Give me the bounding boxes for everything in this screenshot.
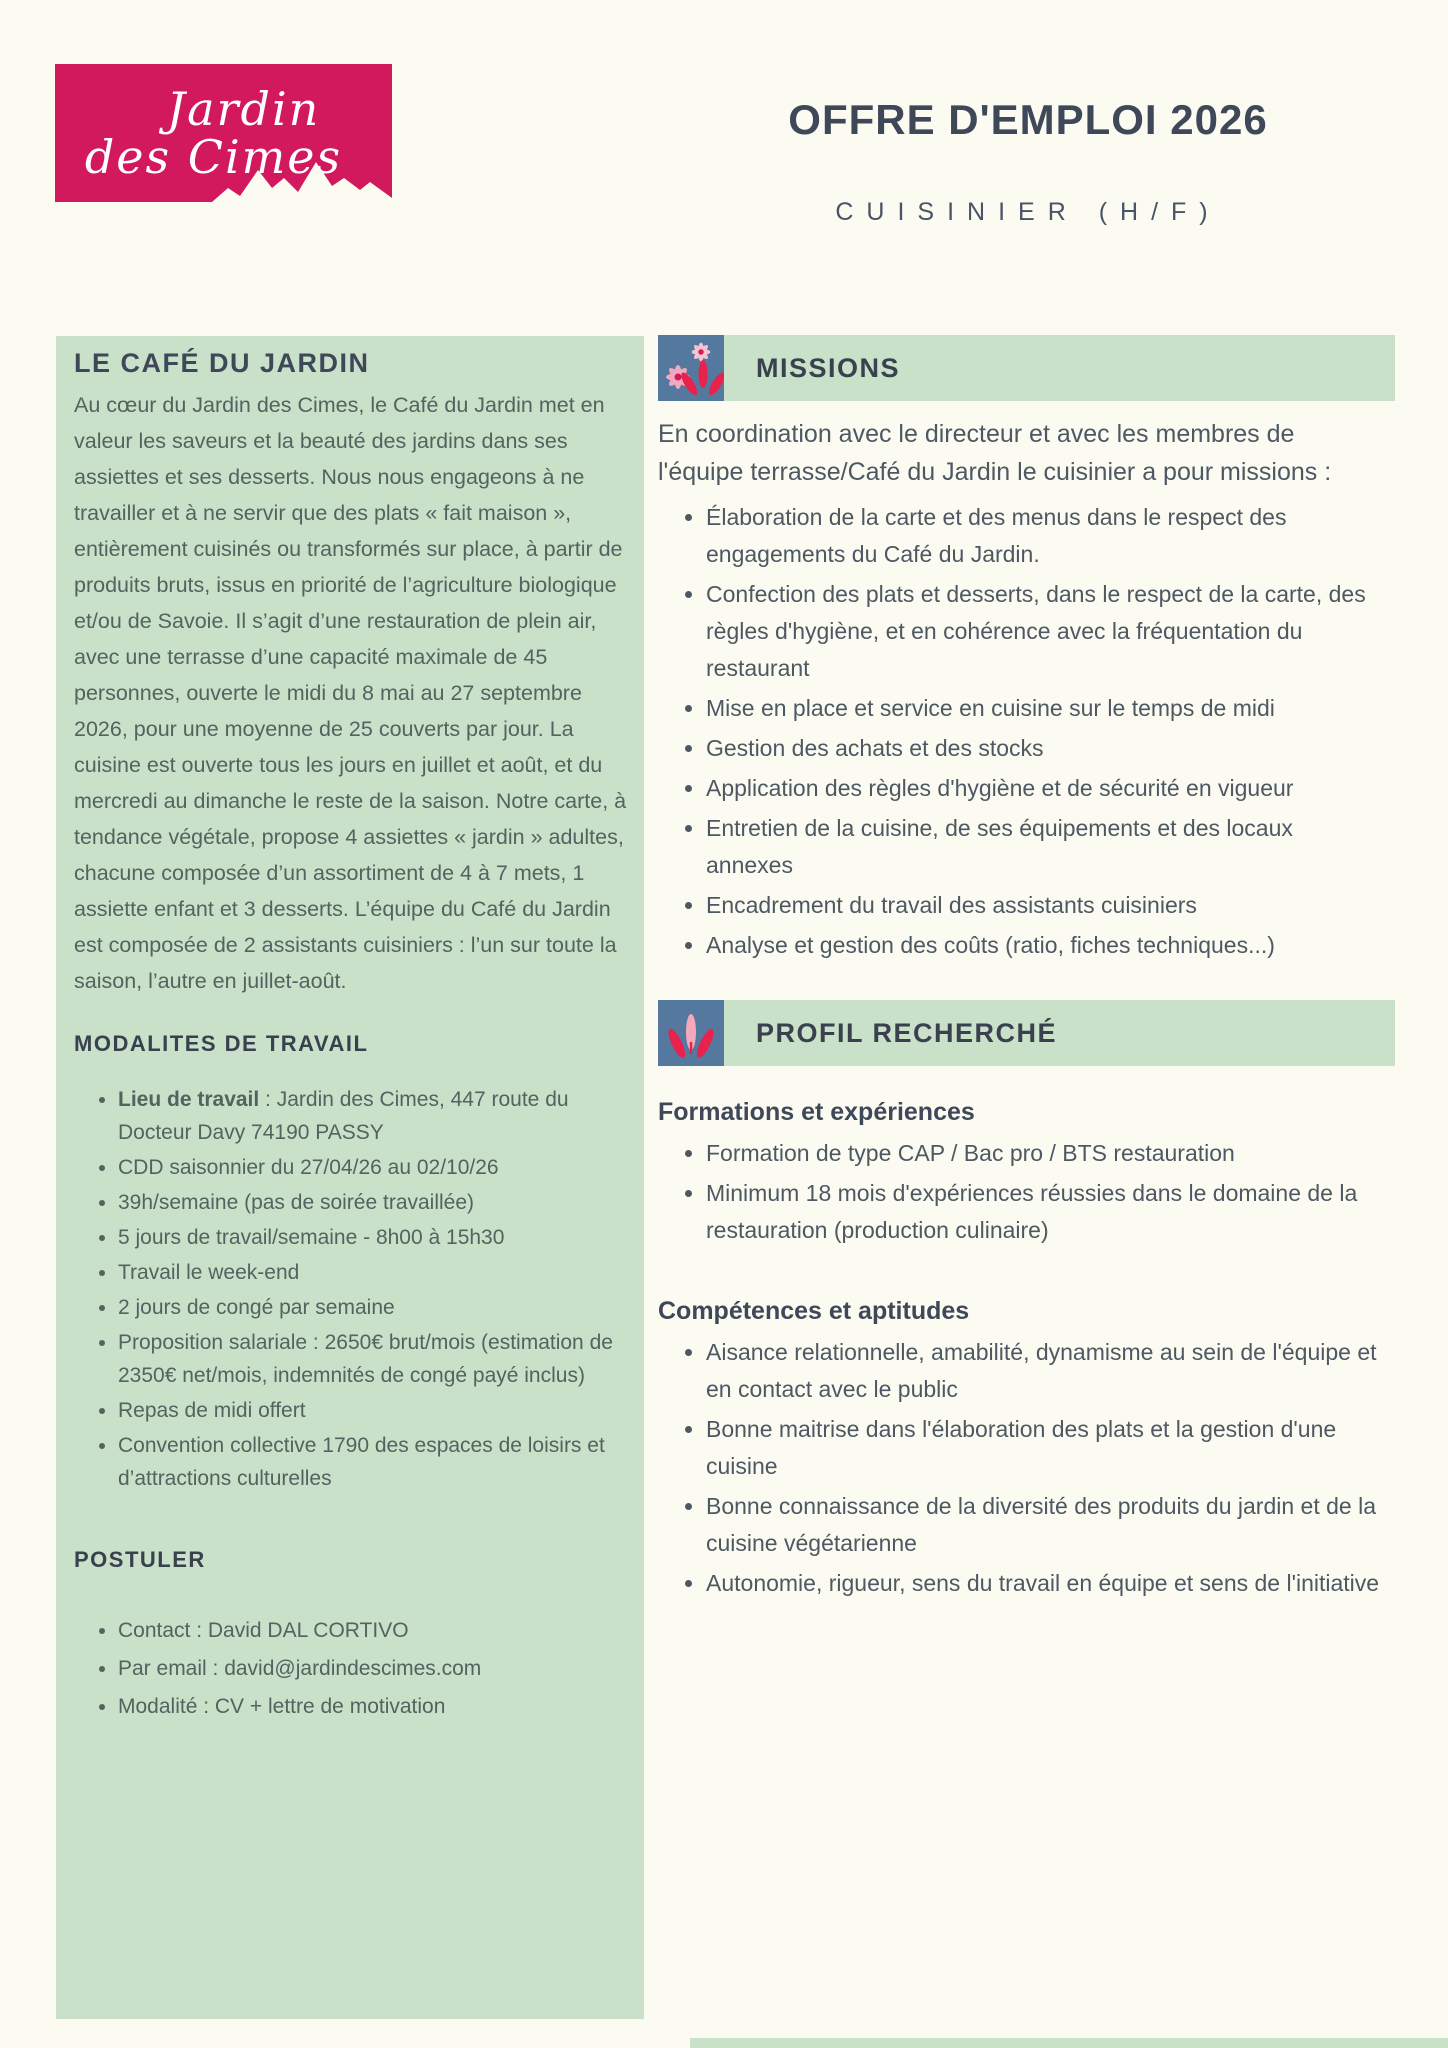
competences-list: [658, 1334, 1382, 1602]
list-item-text: 5 jours de travail/semaine - 8h00 à 15h30: [118, 1226, 505, 1249]
list-item-text: Travail le week-end: [118, 1261, 300, 1284]
list-item-text: Contact : David DAL CORTIVO: [118, 1619, 409, 1642]
list-item-text: Repas de midi offert: [118, 1399, 306, 1422]
list-item: [706, 1411, 1382, 1485]
list-item: [118, 1291, 642, 1324]
list-item-text: 39h/semaine (pas de soirée travaillée): [118, 1191, 475, 1214]
list-item-text: CDD saisonnier du 27/04/26 au 02/10/26: [118, 1156, 499, 1179]
logo: [55, 64, 392, 202]
list-item-text: Formation de type CAP / Bac pro / BTS restauration: [706, 1140, 1235, 1166]
list-item: [706, 810, 1382, 884]
logo-text-line2: des Cimes: [84, 130, 343, 184]
competences-subtitle: Compétences et aptitudes: [658, 1297, 970, 1325]
mountain-silhouette-icon: [212, 156, 392, 202]
list-item-text: Par email : david@jardindescimes.com: [118, 1657, 482, 1680]
list-item: [706, 576, 1382, 687]
list-item: [706, 1135, 1382, 1172]
list-item: [118, 1689, 642, 1725]
list-item-text: Modalité : CV + lettre de motivation: [118, 1695, 446, 1718]
list-item-text: Confection des plats et desserts, dans le respect de la carte, des règles d'hygiène, et en cohérence avec la fréquentation du restaurant: [706, 581, 1366, 681]
list-item-text: Mise en place et service en cuisine sur le temps de midi: [706, 695, 1275, 721]
list-item-text: Entretien de la cuisine, de ses équipements et des locaux annexes: [706, 815, 1293, 878]
profil-header-bar: [658, 1000, 1395, 1066]
formations-subtitle: Formations et expériences: [658, 1098, 975, 1126]
list-item-text: Bonne connaissance de la diversité des produits du jardin et de la cuisine végétarienne: [706, 1493, 1376, 1556]
job-title: CUISINIER (H/F): [835, 198, 1221, 226]
list-item-text: Encadrement du travail des assistants cuisiniers: [706, 892, 1197, 918]
list-item: [118, 1256, 642, 1289]
missions-title: MISSIONS: [756, 352, 901, 383]
list-item-text: 2 jours de congé par semaine: [118, 1296, 395, 1319]
list-item: [118, 1151, 642, 1184]
cafe-description: Au cœur du Jardin des Cimes, le Café du Jardin met en valeur les saveurs et la beauté des jardins dans ses assiettes et ses desserts. Nous nous engageons à ne travailler et à ne servir que des plats « fait maison », entièrement cuisinés ou transformés sur place, à partir de produits bruts, issus en priorité de l’agriculture biologique et/ou de Savoie. Il s’agit d’une restauration de plein air, avec une terrasse d’une capacité maximale de 45 personnes, ouverte le midi du 8 mai au 27 septembre 2026, pour une moyenne de 25 couverts par jour. La cuisine est ouverte tous les jours en juillet et août, et du mercredi au dimanche le reste de la saison. Notre carte, à tendance végétale, propose 4 assiettes « jardin » adultes, chacune composée d’un assortiment de 4 à 7 mets, 1 assiette enfant et 3 desserts. L’équipe du Café du Jardin est composée de 2 assistants cuisiniers : l’un sur toute la saison, l’autre en juillet-août.: [74, 393, 627, 993]
list-item-lead: Lieu de travail: [118, 1088, 260, 1111]
list-item: [118, 1613, 642, 1649]
list-item-text: Convention collective 1790 des espaces de loisirs et d’attractions culturelles: [118, 1434, 605, 1490]
list-item-text: Autonomie, rigueur, sens du travail en équipe et sens de l'initiative: [706, 1570, 1380, 1596]
missions-list: [658, 499, 1382, 964]
list-item-text: Bonne maitrise dans l'élaboration des plats et la gestion d'une cuisine: [706, 1416, 1337, 1479]
list-item: [118, 1429, 642, 1495]
list-item: [706, 1334, 1382, 1408]
list-item: [118, 1651, 642, 1687]
list-item: [706, 927, 1382, 964]
list-item: [118, 1221, 642, 1254]
postuler-section-title: POSTULER: [74, 1547, 206, 1572]
list-item: [706, 730, 1382, 767]
cafe-section-title: LE CAFÉ DU JARDIN: [74, 348, 370, 378]
list-item-text: Élaboration de la carte et des menus dans le respect des engagements du Café du Jardin.: [706, 504, 1287, 567]
list-item: [118, 1326, 642, 1392]
missions-intro: En coordination avec le directeur et avec les membres de l'équipe terrasse/Café du Jardin le cuisinier a pour missions :: [658, 420, 1332, 486]
profil-title: PROFIL RECHERCHÉ: [756, 1017, 1058, 1048]
right-column: [658, 335, 1398, 1605]
list-item: [118, 1394, 642, 1427]
formations-list: [658, 1135, 1382, 1249]
list-item-text: Gestion des achats et des stocks: [706, 735, 1044, 761]
list-item-text: Analyse et gestion des coûts (ratio, fiches techniques...): [706, 932, 1275, 958]
list-item: [706, 499, 1382, 573]
postuler-list: [74, 1613, 642, 1725]
list-item: [706, 1175, 1382, 1249]
list-item: [706, 1488, 1382, 1562]
list-item: [706, 770, 1382, 807]
missions-header-bar: [658, 335, 1395, 401]
left-panel: [56, 336, 644, 2019]
list-item: [706, 1565, 1382, 1602]
list-item: [706, 887, 1382, 924]
list-item-text: Proposition salariale : 2650€ brut/mois (estimation de 2350€ net/mois, indemnités de congé payé inclus): [118, 1331, 613, 1387]
bottom-green-strip: [690, 2038, 1448, 2048]
list-item-text: : Jardin des Cimes, 447 route du Docteur Davy 74190 PASSY: [118, 1088, 569, 1144]
flowers-icon: [658, 335, 724, 401]
list-item: [706, 690, 1382, 727]
modalites-section-title: MODALITES DE TRAVAIL: [74, 1031, 369, 1056]
list-item-text: Minimum 18 mois d'expériences réussies dans le domaine de la restauration (production culinaire): [706, 1180, 1358, 1243]
list-item: [118, 1186, 642, 1219]
list-item: [118, 1083, 642, 1149]
plant-icon: [658, 1000, 724, 1066]
list-item-text: Application des règles d'hygiène et de sécurité en vigueur: [706, 775, 1294, 801]
logo-text-line1: Jardin: [166, 82, 321, 136]
list-item-text: Aisance relationnelle, amabilité, dynamisme au sein de l'équipe et en contact avec le public: [706, 1339, 1377, 1402]
modalites-list: [74, 1083, 642, 1495]
page-title: OFFRE D'EMPLOI 2026: [788, 96, 1268, 143]
